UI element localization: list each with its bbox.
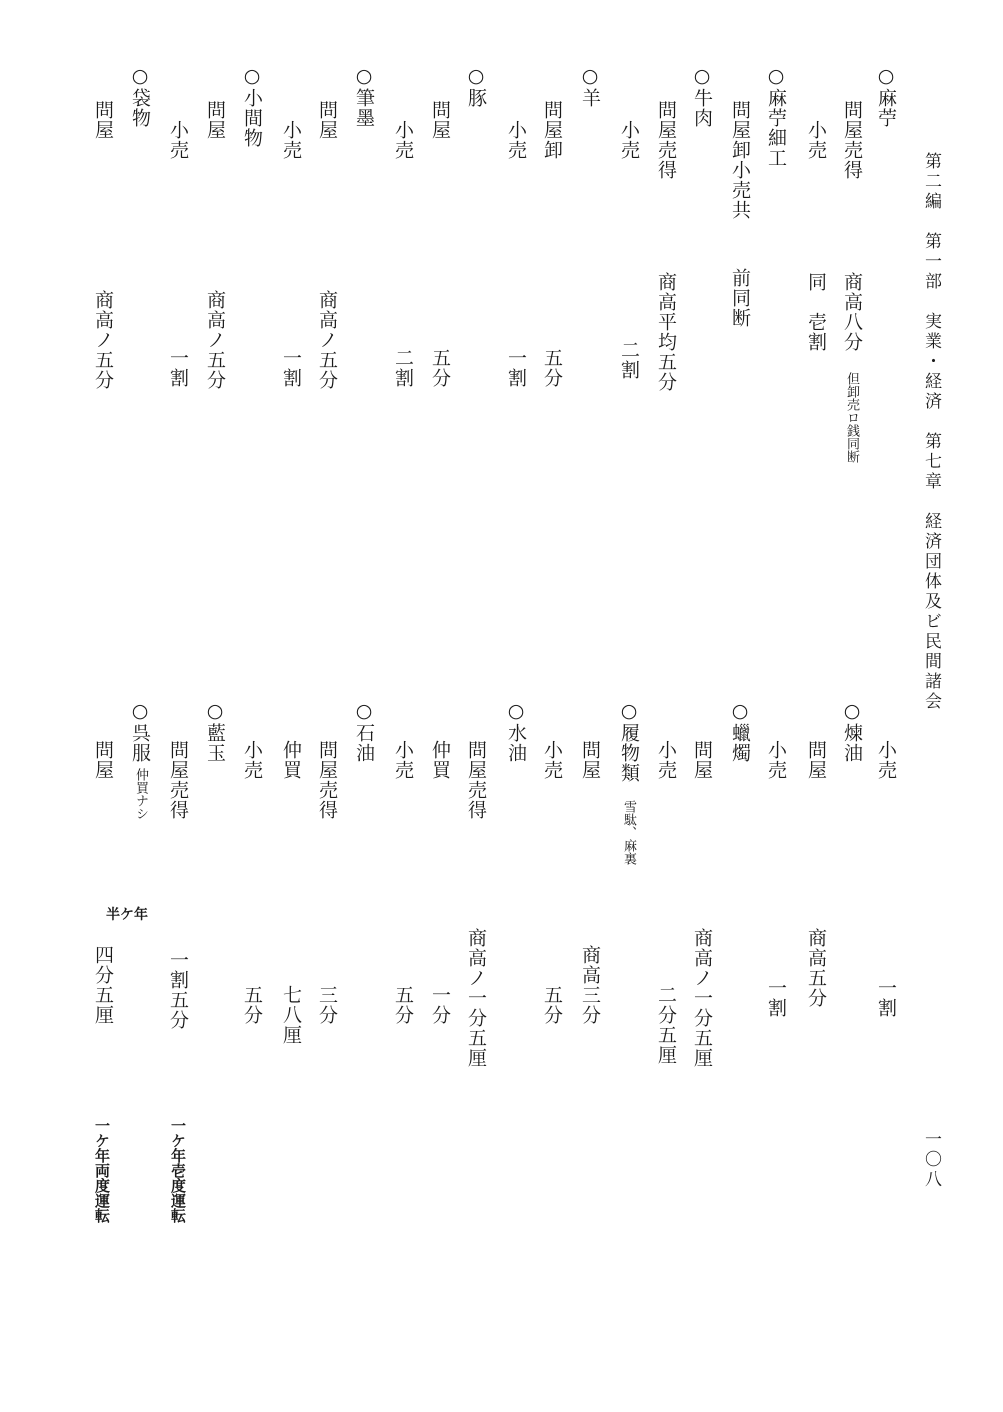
running-header: 第二編 第一部 実業・経済 第七章 経済団体及ビ民間諸会 (921, 152, 941, 712)
entry-rate: 三分 (316, 985, 338, 1025)
entry-rate: 二分五厘 (655, 985, 677, 1065)
entry-label: 小売 (875, 740, 897, 780)
category-sekiyu: ○石油 (353, 700, 375, 763)
entry-label: 問屋売得 (841, 100, 863, 180)
entry-label: 問屋 (579, 740, 601, 780)
entry-label: 小売 (392, 120, 414, 160)
entry-rate: 四分五厘 (92, 945, 114, 1025)
page-number: 一〇八 (921, 1130, 941, 1190)
entry-rate: 五分 (541, 348, 563, 388)
entry-label: 小売 (505, 120, 527, 160)
category-hitsuboku: ○筆墨 (353, 65, 375, 128)
entry-label: 小売 (805, 120, 827, 160)
entry-rate: 商高ノ五分 (92, 290, 114, 390)
entry-label: 小売 (765, 740, 787, 780)
entry-label: 仲買 (429, 740, 451, 780)
entry-label: 問屋 (805, 740, 827, 780)
entry-label: 小売 (541, 740, 563, 780)
category-hitsuji: ○羊 (579, 65, 601, 108)
turnover-note: 一ケ年壱度運転 (169, 1118, 187, 1223)
entry-label: 問屋売得 (655, 100, 677, 180)
category-aidama: ○藍玉 (204, 700, 226, 763)
half-year-label: 半ケ年 (106, 907, 148, 923)
entry-label: 小売 (280, 120, 302, 160)
entry-rate: 商高八分 (841, 272, 863, 352)
entry-label: 小売 (618, 120, 640, 160)
entry-note: 但卸売ロ銭同断 (844, 372, 859, 463)
entry-label: 問屋売得 (167, 740, 189, 820)
category-neriabura: ○煉油 (841, 700, 863, 763)
entry-rate: 一割 (505, 348, 527, 388)
entry-rate: 五分 (392, 985, 414, 1025)
entry-rate: 五分 (429, 348, 451, 388)
entry-label: 問屋 (316, 100, 338, 140)
entry-note: 雪駄、麻裏 (621, 800, 636, 865)
entry-rate: 二割 (392, 348, 414, 388)
entry-rate: 商高ノ一分五厘 (691, 928, 713, 1068)
category-hakimono: ○履物類 (618, 700, 640, 783)
entry-label: 問屋 (92, 100, 114, 140)
category-asao-saiku: ○麻苧細工 (765, 65, 787, 168)
entry-label: 問屋 (691, 740, 713, 780)
entry-rate: 前同断 (729, 268, 751, 328)
category-rousoku: ○蠟燭 (729, 700, 751, 763)
entry-rate: 商高ノ五分 (316, 290, 338, 390)
entry-rate: 二割 (618, 340, 640, 380)
entry-rate: 一割 (280, 348, 302, 388)
entry-rate: 商高五分 (805, 928, 827, 1008)
entry-label: 問屋 (204, 100, 226, 140)
entry-rate: 商高ノ一分五厘 (465, 928, 487, 1068)
entry-rate: 同 壱割 (805, 272, 827, 352)
entry-rate: 五分 (541, 985, 563, 1025)
category-gofuku: ○呉服 (129, 700, 151, 763)
entry-rate: 一割 (167, 348, 189, 388)
entry-label: 問屋売得 (316, 740, 338, 820)
category-buta: ○豚 (465, 65, 487, 108)
entry-rate: 一割五分 (167, 950, 189, 1030)
category-asao: ○麻苧 (875, 65, 897, 128)
entry-label: 小売 (241, 740, 263, 780)
category-gyuniku: ○牛肉 (691, 65, 713, 128)
turnover-note: 一ケ年両度運転 (93, 1118, 111, 1223)
entry-label: 仲買 (280, 740, 302, 780)
entry-rate: 一割 (765, 978, 787, 1018)
entry-label: 小売 (167, 120, 189, 160)
entry-label: 問屋売得 (465, 740, 487, 820)
entry-label: 小売 (655, 740, 677, 780)
entry-note: 仲買ナシ (133, 768, 148, 820)
entry-rate: 商高平均五分 (655, 272, 677, 392)
category-mizuabura: ○水油 (505, 700, 527, 763)
entry-label: 小売 (392, 740, 414, 780)
entry-rate: 五分 (241, 985, 263, 1025)
entry-rate: 一割 (875, 978, 897, 1018)
entry-rate: 商高三分 (579, 945, 601, 1025)
category-fukuromono: ○袋物 (129, 65, 151, 128)
entry-rate: 商高ノ五分 (204, 290, 226, 390)
entry-rate: 一分 (429, 985, 451, 1025)
category-komamono: ○小間物 (241, 65, 263, 148)
entry-label: 問屋 (429, 100, 451, 140)
entry-rate: 七八厘 (280, 985, 302, 1045)
entry-label: 問屋卸 (541, 100, 563, 160)
entry-label: 問屋 (92, 740, 114, 780)
entry-label: 問屋卸小売共 (729, 100, 751, 220)
